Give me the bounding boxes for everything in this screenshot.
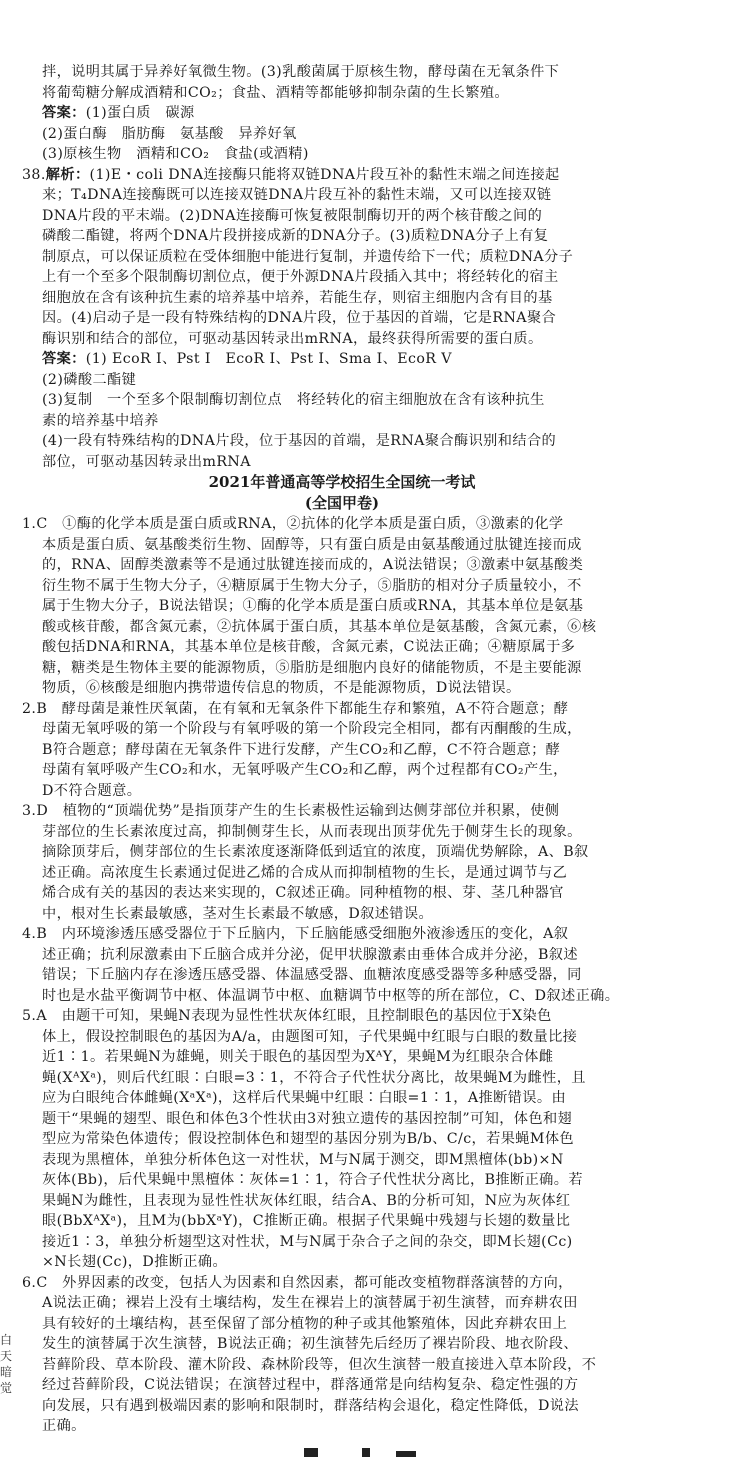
text-line: D不符合题意。 <box>42 782 142 799</box>
text-line: 物质，⑥核酸是细胞内携带遗传信息的物质，不是能源物质，D说法错误。 <box>42 680 521 696</box>
answer-label: 答案： <box>42 351 86 367</box>
text-line: (3)复制 一个至多个限制酶切割位点 将经转化的宿主细胞放在含有该种抗生 <box>42 392 545 408</box>
text-line: 衍生物不属于生物大分子，④糖原属于生物大分子，⑤脂肪的相对分子质量较小，不 <box>42 577 582 594</box>
text-line: 时也是水盐平衡调节中枢、体温调节中枢、血糖调节中枢等的所在部位，C、D叙述正确。 <box>42 987 620 1004</box>
margin-char: 觉 <box>0 1381 13 1395</box>
margin-char: 白 <box>0 1333 13 1347</box>
text-line: 细胞放在含有该种抗生素的培养基中培养，若能生存，则宿主细胞内含有目的基 <box>42 289 553 306</box>
text-line: 芽部位的生长素浓度过高，抑制侧芽生长，从而表现出顶芽优先于侧芽生长的现象。 <box>42 823 582 840</box>
text-line: A说法正确；裸岩上没有土壤结构，发生在裸岩上的演替属于初生演替，而弃耕农田 <box>42 1295 578 1311</box>
answer-label: 答案： <box>42 105 86 121</box>
text-line: 拌，说明其属于异养好氧微生物。(3)乳酸菌属于原核生物，酵母菌在无氧条件下 <box>42 64 560 80</box>
text-line: 近1∶1。若果蝇N为雄蝇，则关于眼色的基因型为XᴬY，果蝇M为红眼杂合体雌 <box>42 1049 554 1065</box>
line-body: (1)E・coli DNA连接酶只能将双链DNA片段互补的黏性末端之间连接起 <box>89 166 560 183</box>
text-line: 5.A 由题干可知，果蝇N表现为显性性状灰体红眼，且控制眼色的基因位于X染色 <box>22 1008 552 1024</box>
scan-mark <box>396 1451 416 1457</box>
text-line: 蝇(XᴬXᵃ)，则后代红眼∶白眼=3∶1，不符合子代性状分离比，故果蝇M为雌性，且 <box>42 1069 586 1086</box>
text-line: 眼(BbXᴬXᵃ)，且M为(bbXᵃY)，C推断正确。根据子代果蝇中残翅与长翅的数量比 <box>42 1213 571 1229</box>
text-line: 烯合成有关的基因的表达来实现的，C叙述正确。同种植物的根、芽、茎几种器官 <box>42 885 564 901</box>
text-line: 接近1∶3，单独分析翅型这对性状，M与N属于杂合子之间的杂交，即M长翅(Cc) <box>42 1233 573 1250</box>
text-line: B符合题意；酵母菌在无氧条件下进行发酵，产生CO₂和乙醇，C不符合题意；酵 <box>42 741 561 758</box>
text-line: 糖，糖类是生物体主要的能源物质，⑤脂肪是细胞内良好的储能物质，不是主要能源 <box>42 659 582 676</box>
line-body: (1) EcoR Ⅰ、Pst Ⅰ EcoR Ⅰ、Pst Ⅰ、Sma Ⅰ、EcoR Ⅴ <box>85 351 452 367</box>
text-line: (3)原核生物 酒精和CO₂ 食盐(或酒精) <box>42 146 309 162</box>
scan-mark <box>362 1448 370 1457</box>
line-prefix: 38. <box>22 166 46 183</box>
line-body: (1)蛋白质 碳源 <box>85 105 195 121</box>
text-line: 来；T₄DNA连接酶既可以连接双链DNA片段互补的黏性末端，又可以连接双链 <box>42 187 552 203</box>
text-line: 磷酸二酯键，将两个DNA片段拼接成新的DNA分子。(3)质粒DNA分子上有复 <box>42 228 549 244</box>
text-line: 母菌有氧呼吸产生CO₂和水，无氧呼吸产生CO₂和乙醇，两个过程都有CO₂产生， <box>42 762 568 778</box>
text-line: (4)一段有特殊结构的DNA片段，位于基因的首端，是RNA聚合酶识别和结合的 <box>42 433 557 449</box>
answer-label: 解析： <box>45 166 90 183</box>
text-line: 中，根对生长素最敏感，茎对生长素最不敏感，D叙述错误。 <box>42 905 434 922</box>
text-line: (2)蛋白酶 脂肪酶 氨基酸 异养好氧 <box>42 125 297 142</box>
text-line: 错误；下丘脑内存在渗透压感受器、体温感受器、血糖浓度感受器等多种感受器，同 <box>42 967 582 983</box>
text-line: 发生的演替属于次生演替，B说法正确；初生演替先后经历了裸岩阶段、地衣阶段、 <box>42 1336 578 1352</box>
text-line: 体上，假设控制眼色的基因为A/a，由题图可知，子代果蝇中红眼与白眼的数量比接 <box>42 1028 578 1045</box>
text-line: 上有一个至多个限制酶切割位点，便于外源DNA片段插入其中；将经转化的宿主 <box>42 269 559 285</box>
text-line: 属于生物大分子，B说法错误；①酶的化学本质是蛋白质或RNA，其基本单位是氨基 <box>42 598 584 614</box>
margin-char: 暗 <box>0 1365 13 1379</box>
text-line <box>22 103 634 124</box>
text-line: ×N长翅(Cc)，D推断正确。 <box>42 1254 228 1270</box>
text-line: 酸或核苷酸，都含氮元素，②抗体属于蛋白质，其基本单位是氨基酸，含氮元素，⑥核 <box>42 618 597 635</box>
text-line: 6.C 外界因素的改变，包括人为因素和自然因素，都可能改变植物群落演替的方向， <box>22 1274 573 1291</box>
text-line: 苔藓阶段、草本阶段、灌木阶段、森林阶段等，但次生演替一般直接进入草本阶段，不 <box>42 1356 597 1373</box>
margin-char: 天 <box>0 1349 13 1363</box>
text-line: 正确。 <box>42 1418 86 1434</box>
scan-mark <box>304 1448 318 1457</box>
text-line: 酶识别和结合的部位，可驱动基因转录出mRNA，最终获得所需要的蛋白质。 <box>42 330 543 347</box>
text-line: 3.D 植物的“顶端优势”是指顶芽产生的生长素极性运输到达侧芽部位并积累，使侧 <box>22 803 560 819</box>
text-line: 摘除顶芽后，侧芽部位的生长素浓度逐渐降低到适宜的浓度，顶端优势解除，A、B叙 <box>42 844 589 860</box>
answer-text-body <box>22 62 634 1437</box>
text-line: 部位，可驱动基因转录出mRNA <box>42 453 251 470</box>
text-line: 1.C ①酶的化学本质是蛋白质或RNA，②抗体的化学本质是蛋白质，③激素的化学 <box>22 516 564 532</box>
text-line: 2.B 酵母菌是兼性厌氧菌，在有氧和无氧条件下都能生存和繁殖，A不符合题意；酵 <box>22 700 569 717</box>
text-line: 母菌无氧呼吸的第一个阶段与有氧呼吸的第一个阶段完全相同，都有丙酮酸的生成， <box>42 721 582 737</box>
text-line: 酸包括DNA和RNA，其基本单位是核苷酸，含氮元素，C说法正确；④糖原属于多 <box>42 639 576 655</box>
text-line: 4.B 内环境渗透压感受器位于下丘脑内，下丘脑能感受细胞外液渗透压的变化，A叙 <box>22 926 569 942</box>
text-line: 应为白眼纯合体雌蝇(XᵃXᵃ)，这样后代果蝇中红眼∶白眼=1∶1，A推断错误。由 <box>42 1090 567 1106</box>
text-line: 型应为常染色体遗传；假设控制体色和翅型的基因分别为B/b、C/c，若果蝇M体色 <box>42 1131 574 1147</box>
section-heading: (全国甲卷) <box>304 494 380 512</box>
text-line: 素的培养基中培养 <box>42 412 159 429</box>
text-line <box>22 349 634 370</box>
text-line: 将葡萄糖分解成酒精和CO₂；食盐、酒精等都能够抑制杂菌的生长繁殖。 <box>42 84 510 101</box>
text-line: 向发展，只有遇到极端因素的影响和限制时，群落结构会退化，稳定性降低，D说法 <box>42 1397 579 1414</box>
text-line: 制原点，可以保证质粒在受体细胞中能进行复制，并遗传给下一代；质粒DNA分子 <box>42 248 574 265</box>
margin-note <box>0 1332 14 1396</box>
text-line: 述正确；抗利尿激素由下丘脑合成并分泌，促甲状腺激素由垂体合成并分泌，B叙述 <box>42 946 578 963</box>
text-line: 因。(4)启动子是一段有特殊结构的DNA片段，位于基因的首端，它是RNA聚合 <box>42 310 557 326</box>
text-line: DNA片段的平末端。(2)DNA连接酶可恢复被限制酶切开的两个核苷酸之间的 <box>42 207 543 224</box>
text-line: 果蝇N为雌性，且表现为显性性状灰体红眼，结合A、B的分析可知，N应为灰体红 <box>42 1192 571 1209</box>
text-line: 表现为黑檀体，单独分析体色这一对性状，M与N属于测交，即M黑檀体(bb)×N <box>42 1151 564 1168</box>
text-line: 灰体(Bb)，后代果蝇中黑檀体∶灰体=1∶1，符合子代性状分离比，B推断正确。若 <box>42 1172 583 1188</box>
text-line: 具有较好的土壤结构，甚至保留了部分植物的种子或其他繁殖体，因此弃耕农田上 <box>42 1315 568 1332</box>
text-line: 本质是蛋白质、氨基酸类衍生物、固醇等，只有蛋白质是由氨基酸通过肽键连接而成 <box>42 536 582 553</box>
text-line: 述正确。高浓度生长素通过促进乙烯的合成从而抑制植物的生长，是通过调节与乙 <box>42 864 568 881</box>
text-line: 的，RNA、固醇类激素等不是通过肽键连接而成的，A说法错误；③激素中氨基酸类 <box>42 557 584 573</box>
text-line: 经过苔藓阶段，C说法错误；在演替过程中，群落通常是向结构复杂、稳定性强的方 <box>42 1377 579 1393</box>
text-line <box>22 165 634 186</box>
section-heading: 2021年普通高等学校招生全国统一考试 <box>208 473 476 491</box>
scan-edge-marks <box>300 1448 730 1458</box>
text-line: (2)磷酸二酯键 <box>42 371 137 388</box>
text-line: 题干“果蝇的翅型、眼色和体色3个性状由3对独立遗传的基因控制”可知，体色和翅 <box>42 1110 573 1127</box>
